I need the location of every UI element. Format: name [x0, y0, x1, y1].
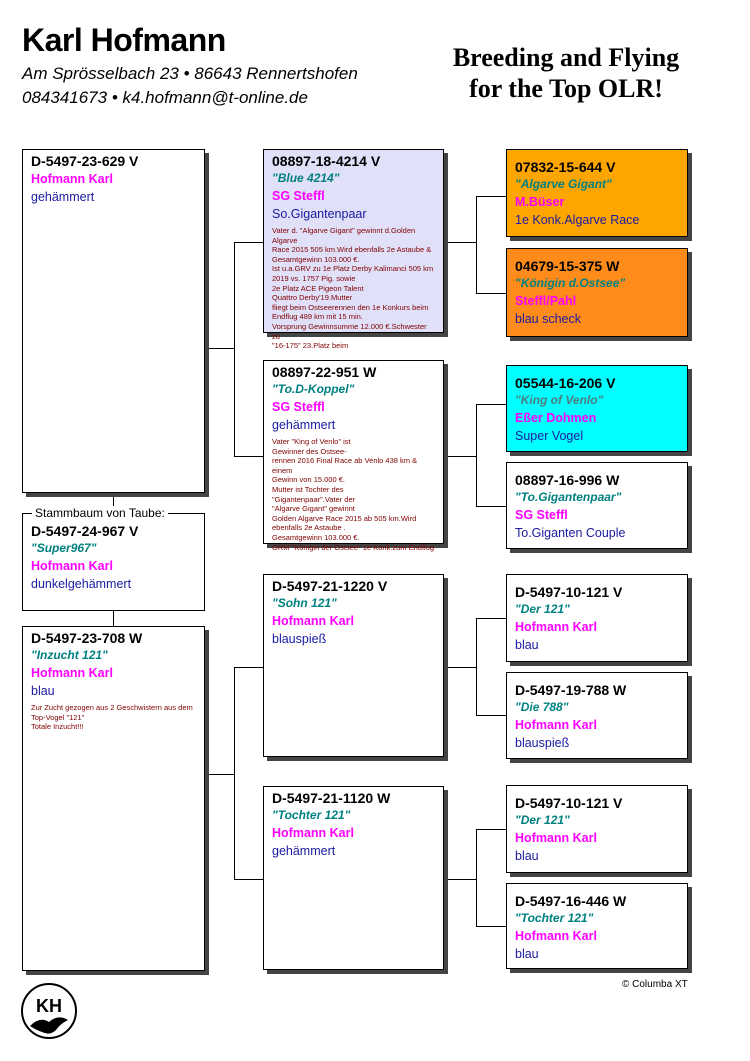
- pigeon-color: 1e Konk.Algarve Race: [515, 213, 640, 227]
- pigeon-name: "Blue 4214": [272, 171, 340, 185]
- pigeon-name: "Algarve Gigant": [515, 177, 612, 191]
- ring-number: D-5497-21-1220 V: [272, 578, 388, 594]
- breeder-name: Hofmann Karl: [31, 666, 113, 680]
- pigeon-color: blauspieß: [272, 632, 327, 646]
- pigeon-name: "Tochter 121": [515, 911, 594, 925]
- pigeon-color: gehämmert: [272, 418, 336, 432]
- connector: [476, 404, 506, 405]
- pigeon-name: "Die 788": [515, 700, 569, 714]
- ring-number: D-5497-23-708 W: [31, 630, 143, 646]
- ring-number: D-5497-10-121 V: [515, 795, 623, 811]
- connector: [444, 456, 477, 457]
- ring-number: 08897-22-951 W: [272, 364, 377, 380]
- logo-text: KH: [36, 996, 62, 1016]
- sire-dam-card: [263, 360, 444, 552]
- breeder-name: Steffl/Pahl: [515, 294, 577, 308]
- connector: [476, 293, 506, 294]
- breeder-name: SG Steffl: [515, 508, 568, 522]
- connector: [476, 404, 477, 507]
- pigeon-notes: Vater d. "Algarve Gigant" gewinnt d.Golden Algarve Race 2015 505 km.Wird ebenfalls 2e Astaube & Gesamtgewinn 103.000 €. Ist u.a.GRV zu 1e Platz Derby Kalimanci 505 km 2019 vs. 1757 Pig. sowie 2e Platz ACE Pigeon Talent Quattro Derby'19.Mutter fliegt beim Ostseerennen den 1e Konkurs beim Endflug 489 km mit 15 min. Vorsprung Gewinnsumme 12.000 €.Schwester zu "16-175" 23.Platz beim: [272, 226, 434, 351]
- pigeon-color: blau: [515, 638, 539, 652]
- pigeon-color: To.Giganten Couple: [515, 526, 626, 540]
- ring-number: 08897-18-4214 V: [272, 153, 381, 169]
- ring-number: 05544-16-206 V: [515, 375, 616, 391]
- connector: [234, 242, 235, 457]
- pigeon-name: "King of Venlo": [515, 393, 604, 407]
- connector: [234, 667, 263, 668]
- pigeon-color: blau: [31, 684, 55, 698]
- sire-sire-dam-card: [506, 248, 688, 337]
- ring-number: 08897-16-996 W: [515, 472, 620, 488]
- sire-dam-sire-card: [506, 365, 688, 452]
- ring-number: D-5497-16-446 W: [515, 893, 627, 909]
- owner-contact: 084341673 • k4.hofmann@t-online.de: [22, 88, 308, 107]
- pigeon-color: Super Vogel: [515, 429, 584, 443]
- motto-line-1: Breeding and Flying: [452, 43, 680, 72]
- connector: [476, 715, 506, 716]
- sire-card: [22, 149, 205, 493]
- sire-sire-sire-card: [506, 149, 688, 237]
- pigeon-name: "Inzucht 121": [31, 648, 108, 662]
- ring-number: D-5497-21-1120 W: [272, 790, 391, 806]
- pigeon-color: So.Gigantenpaar: [272, 207, 367, 221]
- dam-sire-dam-card: [506, 672, 688, 759]
- ring-number: D-5497-23-629 V: [31, 153, 139, 169]
- connector: [476, 618, 506, 619]
- ring-number: 04679-15-375 W: [515, 258, 620, 274]
- connector: [234, 456, 263, 457]
- breeder-name: M.Büser: [515, 195, 565, 209]
- pigeon-color: gehämmert: [31, 190, 95, 204]
- pigeon-color: blau: [515, 947, 539, 961]
- pigeon-name: "Der 121": [515, 602, 570, 616]
- connector: [476, 196, 506, 197]
- pigeon-name: "Super967": [31, 541, 97, 555]
- pigeon-name: "Tochter 121": [272, 808, 351, 822]
- ring-number: 07832-15-644 V: [515, 159, 616, 175]
- owner-address: Am Sprösselbach 23 • 86643 Rennertshofen: [22, 64, 358, 83]
- dam-dam-card: [263, 786, 444, 970]
- connector: [234, 242, 263, 243]
- connector: [476, 926, 506, 927]
- pigeon-color: dunkelgehämmert: [31, 577, 132, 591]
- pigeon-color: blau scheck: [515, 312, 582, 326]
- sire-dam-dam-card: [506, 462, 688, 549]
- dam-dam-sire-card: [506, 785, 688, 873]
- breeder-name: SG Steffl: [272, 400, 325, 414]
- breeder-name: Hofmann Karl: [515, 929, 597, 943]
- ring-number: D-5497-10-121 V: [515, 584, 623, 600]
- ring-number: D-5497-24-967 V: [31, 523, 139, 539]
- subject-pigeon-card: [22, 513, 205, 611]
- sire-sire-card: [263, 149, 444, 351]
- breeder-name: Eßer Dohmen: [515, 411, 597, 425]
- connector: [444, 242, 477, 243]
- pigeon-notes: Vater "King of Venlo" ist Gewinner des Ostsee- rennen 2016 Final Race ab Venlo 438 km & einem Gewinn von 15.000 €. Mutter ist Tochter des "Gigantenpaar".Vater der "Algarve Gigant" gewinnt Golden Algarve Race 2015 ab 505 km.Wird ebenfalls 2e Astaube . Gesamtgewinn 103.000 €. GRM "Königin der Ostsee" 1e Konk.zum Endflug: [272, 437, 435, 552]
- pigeon-name: "Der 121": [515, 813, 570, 827]
- breeder-name: Hofmann Karl: [515, 831, 597, 845]
- pigeon-name: "To.Gigantenpaar": [515, 490, 622, 504]
- connector: [476, 196, 477, 294]
- copyright: © Columba XT: [622, 979, 688, 990]
- ring-number: D-5497-19-788 W: [515, 682, 627, 698]
- breeder-name: SG Steffl: [272, 189, 325, 203]
- pigeon-color: blauspieß: [515, 736, 570, 750]
- pigeon-name: "To.D-Koppel": [272, 382, 355, 396]
- motto-line-2: for the Top OLR!: [469, 74, 663, 103]
- motto: [440, 42, 692, 104]
- dam-card: [22, 626, 205, 971]
- connector: [205, 774, 235, 775]
- breeder-name: Hofmann Karl: [515, 620, 597, 634]
- connector: [476, 506, 506, 507]
- dam-sire-card: [263, 574, 444, 757]
- connector: [234, 667, 235, 880]
- pigeon-name: "Sohn 121": [272, 596, 337, 610]
- pigeon-name: "Königin d.Ostsee": [515, 276, 626, 290]
- owner-name: Karl Hofmann: [22, 22, 226, 58]
- connector: [444, 879, 477, 880]
- pigeon-color: gehämmert: [272, 844, 336, 858]
- connector: [113, 611, 114, 626]
- connector: [476, 829, 477, 927]
- breeder-name: Hofmann Karl: [272, 826, 354, 840]
- kh-logo: [20, 982, 78, 1040]
- pigeon-notes: Zur Zucht gezogen aus 2 Geschwistern aus dem Top-Vogel "121" Totale Inzucht!!!: [31, 703, 193, 732]
- connector: [205, 348, 235, 349]
- dam-dam-dam-card: [506, 883, 688, 969]
- breeder-name: Hofmann Karl: [515, 718, 597, 732]
- connector: [234, 879, 263, 880]
- breeder-name: Hofmann Karl: [31, 172, 113, 186]
- connector: [444, 667, 477, 668]
- breeder-name: Hofmann Karl: [31, 559, 113, 573]
- pigeon-color: blau: [515, 849, 539, 863]
- breeder-name: Hofmann Karl: [272, 614, 354, 628]
- pedigree-label: Stammbaum von Taube:: [32, 506, 168, 520]
- connector: [476, 829, 506, 830]
- dam-sire-sire-card: [506, 574, 688, 662]
- connector: [476, 618, 477, 716]
